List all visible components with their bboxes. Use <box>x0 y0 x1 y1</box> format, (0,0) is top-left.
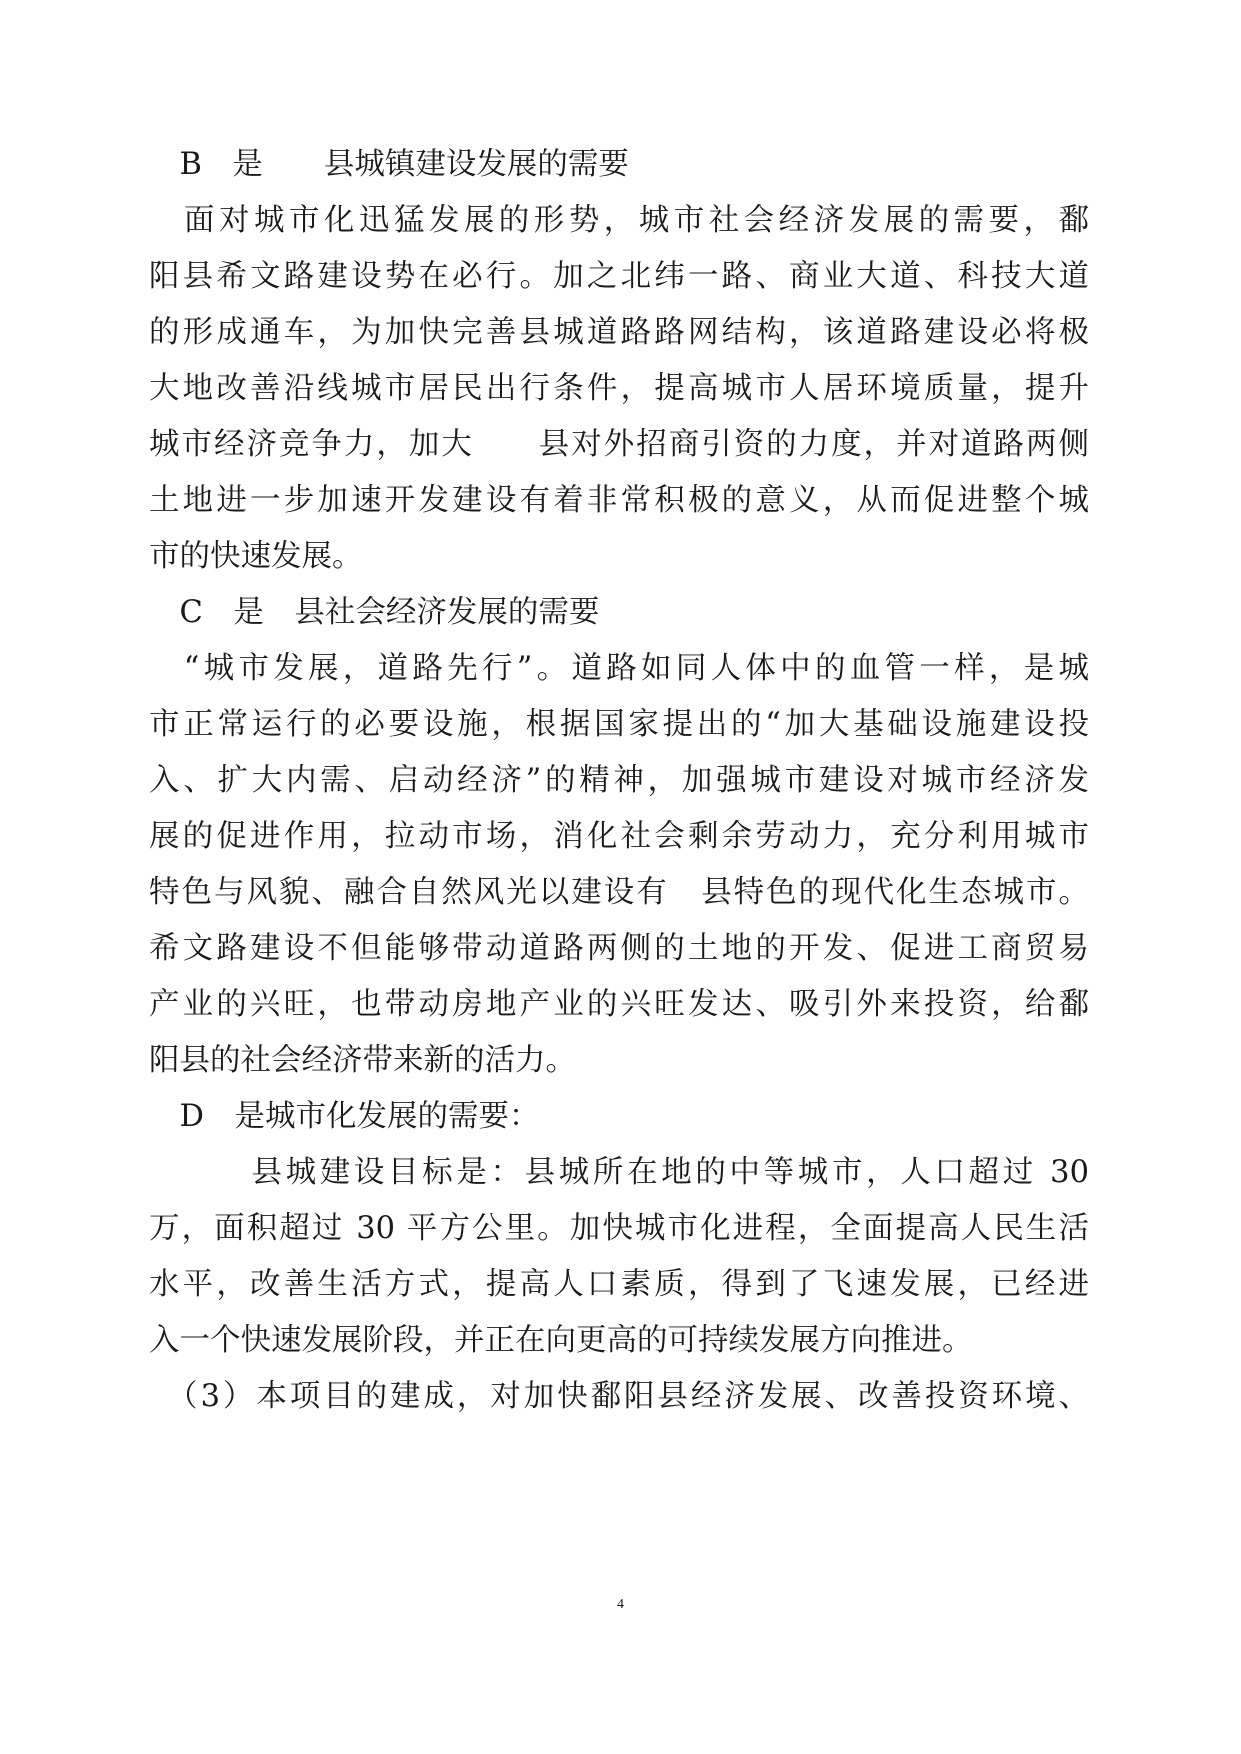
text-line: （3）本项目的建成，对加快鄱阳县经济发展、改善投资环境、 <box>149 1379 1089 1414</box>
text-line: 市正常运行的必要设施，根据国家提出的“加大基础设施建设投 <box>149 707 1089 742</box>
text-line: 阳县希文路建设势在必行。加之北纬一路、商业大道、科技大道 <box>149 259 1089 294</box>
text-line: 水平，改善生活方式，提高人口素质，得到了飞速发展，已经进 <box>149 1267 1089 1302</box>
text-line: 城市经济竞争力，加大 县对外招商引资的力度，并对道路两侧 <box>149 427 1089 462</box>
text-line: B 是 县城镇建设发展的需要 <box>149 147 629 182</box>
text-line: 产业的兴旺，也带动房地产业的兴旺发达、吸引外来投资，给鄱 <box>149 987 1089 1022</box>
text-line: “城市发展，道路先行”。道路如同人体中的血管一样，是城 <box>149 651 1089 686</box>
text-line: 万，面积超过 30 平方公里。加快城市化进程，全面提高人民生活 <box>149 1211 1089 1246</box>
text-line: 县城建设目标是：县城所在地的中等城市，人口超过 30 <box>149 1155 1089 1190</box>
text-line: 阳县的社会经济带来新的活力。 <box>149 1043 576 1078</box>
text-line: D 是城市化发展的需要： <box>149 1099 540 1134</box>
text-line: C 是 县社会经济发展的需要 <box>149 595 600 630</box>
text-line: 市的快速发展。 <box>149 539 363 574</box>
text-line: 入、扩大内需、启动经济”的精神，加强城市建设对城市经济发 <box>149 763 1089 798</box>
text-line: 面对城市化迅猛发展的形势，城市社会经济发展的需要，鄱 <box>149 203 1089 238</box>
text-line: 的形成通车，为加快完善县城道路路网结构，该道路建设必将极 <box>149 315 1089 350</box>
text-line: 大地改善沿线城市居民出行条件，提高城市人居环境质量，提升 <box>149 371 1089 406</box>
text-line: 希文路建设不但能够带动道路两侧的土地的开发、促进工商贸易 <box>149 931 1089 966</box>
text-line: 展的促进作用，拉动市场，消化社会剩余劳动力，充分利用城市 <box>149 819 1089 854</box>
text-line: 土地进一步加速开发建设有着非常积极的意义，从而促进整个城 <box>149 483 1089 518</box>
text-line: 特色与风貌、融合自然风光以建设有 县特色的现代化生态城市。 <box>149 875 1089 910</box>
page-number: 4 <box>617 1597 624 1612</box>
text-line: 入一个快速发展阶段，并正在向更高的可持续发展方向推进。 <box>149 1323 973 1358</box>
